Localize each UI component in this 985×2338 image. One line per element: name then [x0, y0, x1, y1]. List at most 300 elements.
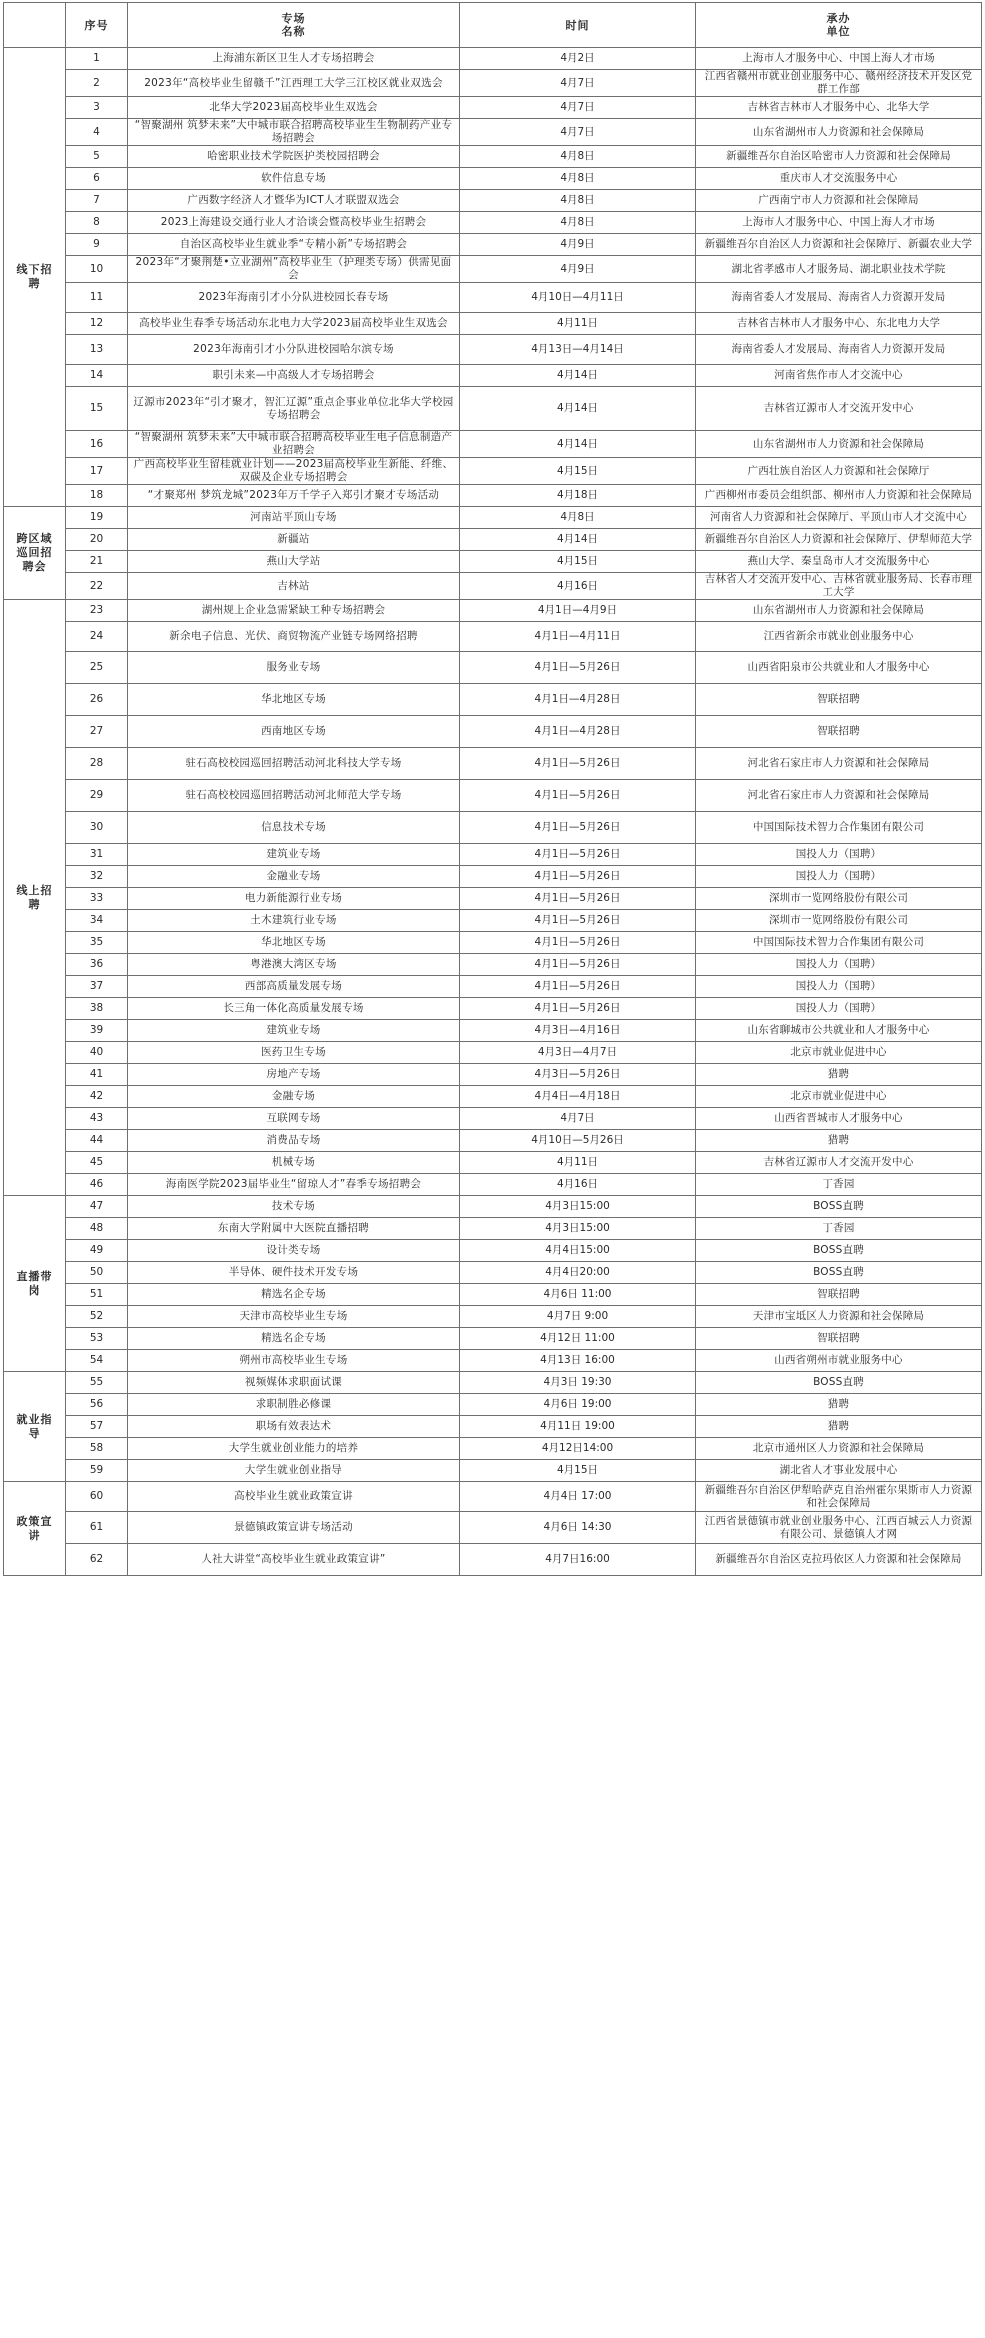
organizer: 新疆维吾尔自治区克拉玛依区人力资源和社会保障局: [696, 1544, 982, 1576]
table-row: [4, 1152, 982, 1174]
table-row: [4, 431, 982, 458]
header-org-line: 承办: [826, 12, 851, 25]
event-time: 4月15日: [460, 458, 696, 485]
event-time: 4月8日: [460, 190, 696, 212]
table-row: [4, 1108, 982, 1130]
table-row: [4, 1460, 982, 1482]
event-time: 4月3日 19:30: [460, 1372, 696, 1394]
event-time: 4月3日15:00: [460, 1218, 696, 1240]
table-row: [4, 1262, 982, 1284]
table-row: [4, 119, 982, 146]
organizer: 广西南宁市人力资源和社会保障局: [696, 190, 982, 212]
organizer: 丁香园: [696, 1218, 982, 1240]
event-name: 2023年“才聚荆楚•立业湖州”高校毕业生（护理类专场）供需见面会: [128, 256, 460, 283]
event-name: 海南医学院2023届毕业生“留琼人才”春季专场招聘会: [128, 1174, 460, 1196]
event-time: 4月1日—5月26日: [460, 976, 696, 998]
organizer: 上海市人才服务中心、中国上海人才市场: [696, 212, 982, 234]
organizer: 猎聘: [696, 1416, 982, 1438]
row-number: 61: [66, 1512, 128, 1544]
event-time: 4月12日14:00: [460, 1438, 696, 1460]
schedule-table-container: [3, 2, 981, 1576]
event-time: 4月1日—5月26日: [460, 844, 696, 866]
organizer: 北京市就业促进中心: [696, 1042, 982, 1064]
event-time: 4月1日—5月26日: [460, 780, 696, 812]
event-name: 建筑业专场: [128, 1020, 460, 1042]
row-number: 2: [66, 70, 128, 97]
row-number: 40: [66, 1042, 128, 1064]
category-cell: 跨区域巡回招聘会: [4, 507, 66, 600]
table-body: [4, 48, 982, 1576]
row-number: 48: [66, 1218, 128, 1240]
table-row: [4, 1240, 982, 1262]
organizer: 江西省景德镇市就业创业服务中心、江西百城云人力资源有限公司、景德镇人才网: [696, 1512, 982, 1544]
table-row: [4, 551, 982, 573]
table-row: [4, 622, 982, 652]
event-time: 4月11日 19:00: [460, 1416, 696, 1438]
header-time: 时间: [460, 3, 696, 48]
event-name: 建筑业专场: [128, 844, 460, 866]
organizer: 河南省人力资源和社会保障厅、平顶山市人才交流中心: [696, 507, 982, 529]
organizer: 江西省赣州市就业创业服务中心、赣州经济技术开发区党群工作部: [696, 70, 982, 97]
event-name: 新疆站: [128, 529, 460, 551]
event-time: 4月16日: [460, 573, 696, 600]
table-row: [4, 146, 982, 168]
table-row: [4, 168, 982, 190]
event-time: 4月15日: [460, 551, 696, 573]
organizer: BOSS直聘: [696, 1240, 982, 1262]
row-number: 6: [66, 168, 128, 190]
organizer: 山东省聊城市公共就业和人才服务中心: [696, 1020, 982, 1042]
organizer: 国投人力（国聘）: [696, 998, 982, 1020]
job-fair-schedule-table: [3, 2, 982, 1576]
organizer: 智联招聘: [696, 716, 982, 748]
row-number: 3: [66, 97, 128, 119]
table-row: [4, 600, 982, 622]
event-time: 4月6日 19:00: [460, 1394, 696, 1416]
header-no: 序号: [66, 3, 128, 48]
organizer: 吉林省人才交流开发中心、吉林省就业服务局、长春市理工大学: [696, 573, 982, 600]
row-number: 26: [66, 684, 128, 716]
event-name: 职场有效表达术: [128, 1416, 460, 1438]
event-name: 精选名企专场: [128, 1328, 460, 1350]
organizer: 深圳市一览网络股份有限公司: [696, 888, 982, 910]
table-row: [4, 1544, 982, 1576]
table-row: [4, 1306, 982, 1328]
event-name: 燕山大学站: [128, 551, 460, 573]
row-number: 57: [66, 1416, 128, 1438]
organizer: 国投人力（国聘）: [696, 954, 982, 976]
event-name: 视频媒体求职面试课: [128, 1372, 460, 1394]
row-number: 37: [66, 976, 128, 998]
event-name: 医药卫生专场: [128, 1042, 460, 1064]
table-row: [4, 1372, 982, 1394]
event-name: 华北地区专场: [128, 684, 460, 716]
row-number: 25: [66, 652, 128, 684]
event-name: 金融专场: [128, 1086, 460, 1108]
organizer: 吉林省辽源市人才交流开发中心: [696, 1152, 982, 1174]
row-number: 58: [66, 1438, 128, 1460]
event-name: 广西数字经济人才暨华为ICT人才联盟双选会: [128, 190, 460, 212]
row-number: 9: [66, 234, 128, 256]
organizer: 猎聘: [696, 1064, 982, 1086]
row-number: 18: [66, 485, 128, 507]
organizer: 海南省委人才发展局、海南省人力资源开发局: [696, 283, 982, 313]
table-row: [4, 1284, 982, 1306]
event-name: 朔州市高校毕业生专场: [128, 1350, 460, 1372]
table-row: [4, 212, 982, 234]
table-row: [4, 365, 982, 387]
event-name: 华北地区专场: [128, 932, 460, 954]
organizer: 江西省新余市就业创业服务中心: [696, 622, 982, 652]
event-name: 河南站平顶山专场: [128, 507, 460, 529]
table-row: [4, 1394, 982, 1416]
organizer: 猎聘: [696, 1394, 982, 1416]
header-name-line: 专场: [281, 12, 306, 25]
event-time: 4月4日 17:00: [460, 1482, 696, 1512]
event-time: 4月1日—5月26日: [460, 748, 696, 780]
table-row: [4, 48, 982, 70]
row-number: 12: [66, 313, 128, 335]
event-name: 大学生就业创业指导: [128, 1460, 460, 1482]
event-time: 4月2日: [460, 48, 696, 70]
category-cell: 线下招聘: [4, 48, 66, 507]
event-name: 新余电子信息、光伏、商贸物流产业链专场网络招聘: [128, 622, 460, 652]
table-row: [4, 507, 982, 529]
event-name: 金融业专场: [128, 866, 460, 888]
organizer: 天津市宝坻区人力资源和社会保障局: [696, 1306, 982, 1328]
event-name: 人社大讲堂“高校毕业生就业政策宣讲”: [128, 1544, 460, 1576]
event-time: 4月14日: [460, 387, 696, 431]
event-time: 4月10日—5月26日: [460, 1130, 696, 1152]
table-row: [4, 932, 982, 954]
row-number: 5: [66, 146, 128, 168]
table-row: [4, 1350, 982, 1372]
event-time: 4月7日16:00: [460, 1544, 696, 1576]
table-row: [4, 1174, 982, 1196]
row-number: 52: [66, 1306, 128, 1328]
table-row: [4, 313, 982, 335]
table-row: [4, 1438, 982, 1460]
table-row: [4, 1218, 982, 1240]
organizer: 国投人力（国聘）: [696, 976, 982, 998]
organizer: 吉林省辽源市人才交流开发中心: [696, 387, 982, 431]
event-time: 4月3日—4月16日: [460, 1020, 696, 1042]
event-time: 4月7日: [460, 1108, 696, 1130]
event-name: 东南大学附属中大医院直播招聘: [128, 1218, 460, 1240]
event-time: 4月7日: [460, 70, 696, 97]
event-time: 4月8日: [460, 212, 696, 234]
event-time: 4月7日: [460, 97, 696, 119]
row-number: 42: [66, 1086, 128, 1108]
event-time: 4月8日: [460, 146, 696, 168]
event-name: 北华大学2023届高校毕业生双选会: [128, 97, 460, 119]
event-time: 4月15日: [460, 1460, 696, 1482]
organizer: 广西壮族自治区人力资源和社会保障厅: [696, 458, 982, 485]
table-row: [4, 716, 982, 748]
table-row: [4, 888, 982, 910]
row-number: 59: [66, 1460, 128, 1482]
event-time: 4月11日: [460, 1152, 696, 1174]
row-number: 1: [66, 48, 128, 70]
event-name: 高校毕业生就业政策宣讲: [128, 1482, 460, 1512]
event-name: 2023年海南引才小分队进校园哈尔滨专场: [128, 335, 460, 365]
event-name: 服务业专场: [128, 652, 460, 684]
event-time: 4月9日: [460, 256, 696, 283]
row-number: 24: [66, 622, 128, 652]
row-number: 13: [66, 335, 128, 365]
event-time: 4月8日: [460, 507, 696, 529]
event-time: 4月4日20:00: [460, 1262, 696, 1284]
event-name: 设计类专场: [128, 1240, 460, 1262]
organizer: 山东省湖州市人力资源和社会保障局: [696, 431, 982, 458]
organizer: 吉林省吉林市人才服务中心、北华大学: [696, 97, 982, 119]
header-category: [4, 3, 66, 48]
row-number: 15: [66, 387, 128, 431]
organizer: 重庆市人才交流服务中心: [696, 168, 982, 190]
organizer: 广西柳州市委员会组织部、柳州市人力资源和社会保障局: [696, 485, 982, 507]
row-number: 41: [66, 1064, 128, 1086]
row-number: 56: [66, 1394, 128, 1416]
event-name: 半导体、硬件技术开发专场: [128, 1262, 460, 1284]
row-number: 53: [66, 1328, 128, 1350]
event-name: 2023上海建设交通行业人才洽谈会暨高校毕业生招聘会: [128, 212, 460, 234]
organizer: 中国国际技术智力合作集团有限公司: [696, 812, 982, 844]
event-time: 4月12日 11:00: [460, 1328, 696, 1350]
event-time: 4月3日—5月26日: [460, 1064, 696, 1086]
organizer: 新疆维吾尔自治区伊犁哈萨克自治州霍尔果斯市人力资源和社会保障局: [696, 1482, 982, 1512]
organizer: 河北省石家庄市人力资源和社会保障局: [696, 780, 982, 812]
event-name: 哈密职业技术学院医护类校园招聘会: [128, 146, 460, 168]
event-name: 大学生就业创业能力的培养: [128, 1438, 460, 1460]
event-time: 4月13日—4月14日: [460, 335, 696, 365]
event-name: 驻石高校校园巡回招聘活动河北科技大学专场: [128, 748, 460, 780]
event-name: 西南地区专场: [128, 716, 460, 748]
row-number: 29: [66, 780, 128, 812]
organizer: 深圳市一览网络股份有限公司: [696, 910, 982, 932]
organizer: 河南省焦作市人才交流中心: [696, 365, 982, 387]
row-number: 33: [66, 888, 128, 910]
category-cell: 直播带岗: [4, 1196, 66, 1372]
row-number: 31: [66, 844, 128, 866]
row-number: 60: [66, 1482, 128, 1512]
table-row: [4, 866, 982, 888]
event-name: “才聚郑州 梦筑龙城”2023年万千学子入郑引才聚才专场活动: [128, 485, 460, 507]
row-number: 44: [66, 1130, 128, 1152]
event-name: 吉林站: [128, 573, 460, 600]
row-number: 54: [66, 1350, 128, 1372]
category-cell: 就业指导: [4, 1372, 66, 1482]
table-row: [4, 458, 982, 485]
table-row: [4, 954, 982, 976]
table-row: [4, 1064, 982, 1086]
event-name: “智聚湖州 筑梦未来”大中城市联合招聘高校毕业生生物制药产业专场招聘会: [128, 119, 460, 146]
table-row: [4, 812, 982, 844]
table-row: [4, 1130, 982, 1152]
organizer: 山东省湖州市人力资源和社会保障局: [696, 119, 982, 146]
event-name: 2023年“高校毕业生留赣千”江西理工大学三江校区就业双选会: [128, 70, 460, 97]
event-name: 长三角一体化高质量发展专场: [128, 998, 460, 1020]
header-name-line: 名称: [281, 25, 306, 38]
event-name: 机械专场: [128, 1152, 460, 1174]
organizer: 北京市通州区人力资源和社会保障局: [696, 1438, 982, 1460]
event-name: 上海浦东新区卫生人才专场招聘会: [128, 48, 460, 70]
header-org-line: 单位: [826, 25, 851, 38]
table-row: [4, 529, 982, 551]
table-row: [4, 283, 982, 313]
event-time: 4月16日: [460, 1174, 696, 1196]
event-name: 广西高校毕业生留桂就业计划——2023届高校毕业生新能、纤维、双碳及企业专场招聘会: [128, 458, 460, 485]
event-time: 4月13日 16:00: [460, 1350, 696, 1372]
row-number: 49: [66, 1240, 128, 1262]
organizer: 山东省湖州市人力资源和社会保障局: [696, 600, 982, 622]
row-number: 21: [66, 551, 128, 573]
event-name: 景德镇政策宣讲专场活动: [128, 1512, 460, 1544]
table-row: [4, 780, 982, 812]
table-row: [4, 97, 982, 119]
event-name: 驻石高校校园巡回招聘活动河北师范大学专场: [128, 780, 460, 812]
event-time: 4月1日—4月28日: [460, 716, 696, 748]
event-name: 消费品专场: [128, 1130, 460, 1152]
event-time: 4月9日: [460, 234, 696, 256]
row-number: 10: [66, 256, 128, 283]
event-name: 精选名企专场: [128, 1284, 460, 1306]
event-time: 4月14日: [460, 529, 696, 551]
row-number: 62: [66, 1544, 128, 1576]
event-name: 自治区高校毕业生就业季“专精小新”专场招聘会: [128, 234, 460, 256]
event-name: 高校毕业生春季专场活动东北电力大学2023届高校毕业生双选会: [128, 313, 460, 335]
event-time: 4月4日—4月18日: [460, 1086, 696, 1108]
table-row: [4, 652, 982, 684]
event-time: 4月1日—4月9日: [460, 600, 696, 622]
table-row: [4, 573, 982, 600]
event-time: 4月1日—5月26日: [460, 954, 696, 976]
event-time: 4月1日—5月26日: [460, 866, 696, 888]
event-name: 西部高质量发展专场: [128, 976, 460, 998]
row-number: 55: [66, 1372, 128, 1394]
organizer: 山西省晋城市人才服务中心: [696, 1108, 982, 1130]
table-row: [4, 485, 982, 507]
row-number: 17: [66, 458, 128, 485]
event-name: 软件信息专场: [128, 168, 460, 190]
table-row: [4, 190, 982, 212]
header-org: [696, 3, 982, 48]
row-number: 11: [66, 283, 128, 313]
event-name: 粤港澳大湾区专场: [128, 954, 460, 976]
event-name: 2023年海南引才小分队进校园长春专场: [128, 283, 460, 313]
row-number: 46: [66, 1174, 128, 1196]
organizer: 猎聘: [696, 1130, 982, 1152]
table-row: [4, 256, 982, 283]
category-cell: 政策宣讲: [4, 1482, 66, 1576]
table-row: [4, 1328, 982, 1350]
table-row: [4, 387, 982, 431]
row-number: 51: [66, 1284, 128, 1306]
header-row: [4, 3, 982, 48]
organizer: 海南省委人才发展局、海南省人力资源开发局: [696, 335, 982, 365]
organizer: BOSS直聘: [696, 1262, 982, 1284]
event-name: 求职制胜必修课: [128, 1394, 460, 1416]
organizer: 智联招聘: [696, 1284, 982, 1306]
organizer: BOSS直聘: [696, 1196, 982, 1218]
organizer: 燕山大学、秦皇岛市人才交流服务中心: [696, 551, 982, 573]
organizer: 国投人力（国聘）: [696, 866, 982, 888]
event-time: 4月3日—4月7日: [460, 1042, 696, 1064]
event-time: 4月1日—5月26日: [460, 998, 696, 1020]
organizer: 丁香园: [696, 1174, 982, 1196]
row-number: 32: [66, 866, 128, 888]
row-number: 38: [66, 998, 128, 1020]
table-row: [4, 748, 982, 780]
row-number: 23: [66, 600, 128, 622]
event-time: 4月1日—5月26日: [460, 888, 696, 910]
row-number: 8: [66, 212, 128, 234]
table-row: [4, 976, 982, 998]
table-row: [4, 1086, 982, 1108]
event-time: 4月1日—5月26日: [460, 932, 696, 954]
event-time: 4月1日—5月26日: [460, 652, 696, 684]
event-time: 4月4日15:00: [460, 1240, 696, 1262]
row-number: 45: [66, 1152, 128, 1174]
table-row: [4, 844, 982, 866]
event-time: 4月14日: [460, 365, 696, 387]
table-row: [4, 335, 982, 365]
row-number: 27: [66, 716, 128, 748]
event-name: 天津市高校毕业生专场: [128, 1306, 460, 1328]
event-time: 4月1日—4月28日: [460, 684, 696, 716]
table-row: [4, 1196, 982, 1218]
organizer: 吉林省吉林市人才服务中心、东北电力大学: [696, 313, 982, 335]
event-time: 4月7日 9:00: [460, 1306, 696, 1328]
organizer: 湖北省人才事业发展中心: [696, 1460, 982, 1482]
organizer: 国投人力（国聘）: [696, 844, 982, 866]
event-name: 技术专场: [128, 1196, 460, 1218]
table-row: [4, 1042, 982, 1064]
row-number: 20: [66, 529, 128, 551]
row-number: 22: [66, 573, 128, 600]
row-number: 4: [66, 119, 128, 146]
row-number: 16: [66, 431, 128, 458]
header-name: [128, 3, 460, 48]
event-name: “智聚湖州 筑梦未来”大中城市联合招聘高校毕业生电子信息制造产业招聘会: [128, 431, 460, 458]
event-name: 房地产专场: [128, 1064, 460, 1086]
event-time: 4月3日15:00: [460, 1196, 696, 1218]
table-row: [4, 684, 982, 716]
event-name: 电力新能源行业专场: [128, 888, 460, 910]
organizer: 湖北省孝感市人才服务局、湖北职业技术学院: [696, 256, 982, 283]
organizer: 新疆维吾尔自治区人力资源和社会保障厅、伊犁师范大学: [696, 529, 982, 551]
row-number: 19: [66, 507, 128, 529]
event-time: 4月7日: [460, 119, 696, 146]
table-row: [4, 1020, 982, 1042]
row-number: 14: [66, 365, 128, 387]
category-cell: 线上招聘: [4, 600, 66, 1196]
row-number: 39: [66, 1020, 128, 1042]
row-number: 34: [66, 910, 128, 932]
organizer: 山西省朔州市就业服务中心: [696, 1350, 982, 1372]
organizer: 智联招聘: [696, 1328, 982, 1350]
table-row: [4, 910, 982, 932]
event-time: 4月10日—4月11日: [460, 283, 696, 313]
row-number: 28: [66, 748, 128, 780]
table-row: [4, 1482, 982, 1512]
organizer: 河北省石家庄市人力资源和社会保障局: [696, 748, 982, 780]
organizer: 上海市人才服务中心、中国上海人才市场: [696, 48, 982, 70]
row-number: 7: [66, 190, 128, 212]
table-row: [4, 998, 982, 1020]
row-number: 43: [66, 1108, 128, 1130]
organizer: 新疆维吾尔自治区人力资源和社会保障厅、新疆农业大学: [696, 234, 982, 256]
table-row: [4, 70, 982, 97]
